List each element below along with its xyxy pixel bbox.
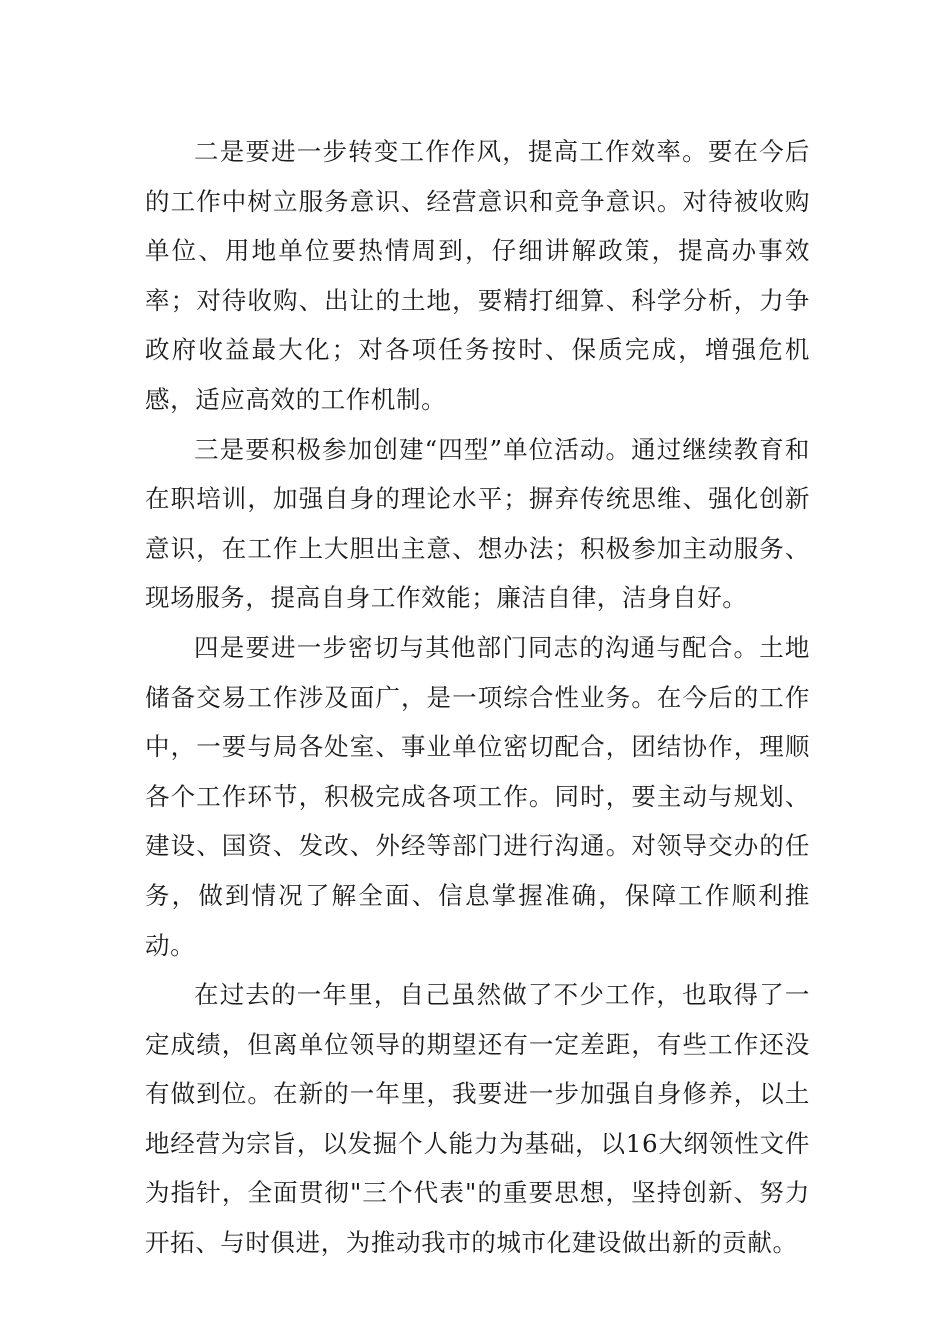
document-page [145, 127, 810, 1268]
paragraph-four-type-unit: 三是要积极参加创建“四型”单位活动。通过继续教育和在职培训，加强自身的理论水平；摒弃传统思维、强化创新意识，在工作上大胆出主意、想办法；积极参加主动服务、现场服务，提高自身工作效能；廉洁自律，洁身自好。 [145, 434, 810, 613]
paragraph-department-cooperation: 四是要进一步密切与其他部门同志的沟通与配合。土地储备交易工作涉及面广，是一项综合性业务。在今后的工作中，一要与局各处室、事业单位密切配合，团结协作，理顺各个工作环节，积极完成各项工作。同时，要主动与规划、建设、国资、发改、外经等部门进行沟通。对领导交办的任务，做到情况了解全面、信息掌握准确，保障工作顺利推动。 [145, 632, 810, 960]
paragraph-conclusion: 在过去的一年里，自己虽然做了不少工作，也取得了一定成绩，但离单位领导的期望还有一定差距，有些工作还没有做到位。在新的一年里，我要进一步加强自身修养，以土地经营为宗旨，以发掘个人能力为基础，以16大纲领性文件为指针，全面贯彻"三个代表"的重要思想，坚持创新、努力开拓、与时俱进，为推动我市的城市化建设做出新的贡献。 [145, 980, 810, 1258]
paragraph-work-style: 二是要进一步转变工作作风，提高工作效率。要在今后的工作中树立服务意识、经营意识和竞争意识。对待被收购单位、用地单位要热情周到，仔细讲解政策，提高办事效率；对待收购、出让的土地，要精打细算、科学分析，力争政府收益最大化；对各项任务按时、保质完成，增强危机感，适应高效的工作机制。 [145, 137, 810, 414]
